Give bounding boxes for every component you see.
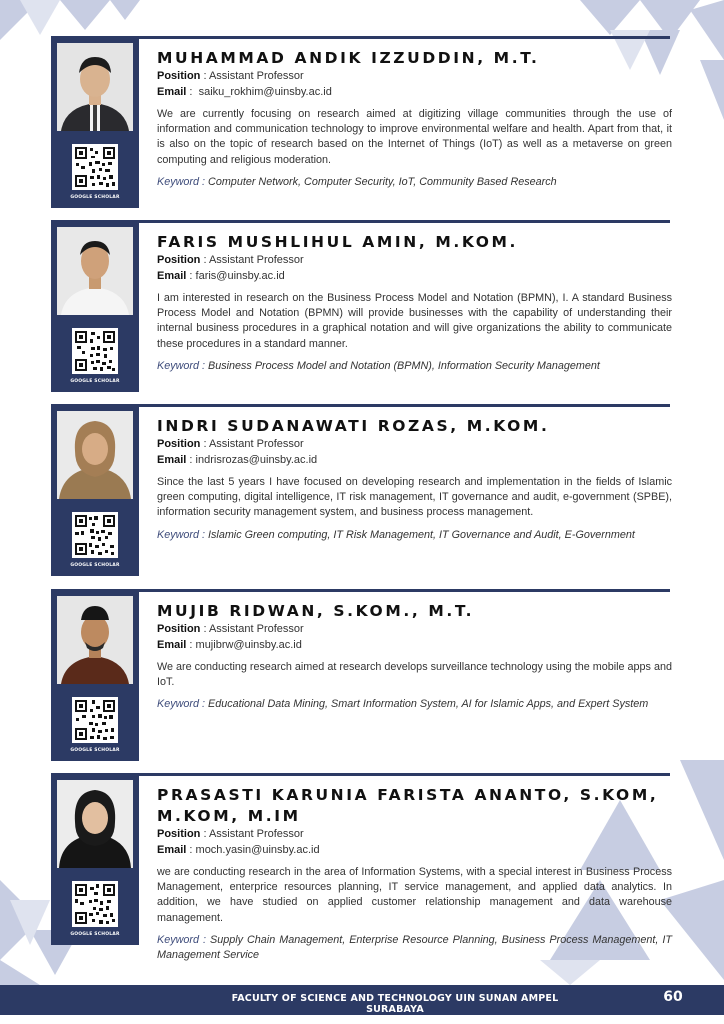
profile-description: I am interested in research on the Business Process Model and Notation (BPMN), I. A standard Business Process Model and Notation (BPMN) will provide businesses with the capability of understanding their internal business procedures in a graphical notation and will give organizations the ability to communicate these procedures in a standard manner. [157,292,672,350]
profile-email: Email : mujibrw@uinsby.ac.id [157,638,302,651]
profile-content [157,232,672,374]
footer-text: FACULTY OF SCIENCE AND TECHNOLOGY UIN SUNAN AMPEL SURABAYA [231,993,559,1015]
profile-keywords: Keyword : Islamic Green computing, IT Risk Management, IT Governance and Audit, E-Government [157,528,635,541]
profile-keywords: Keyword : Business Process Model and Notation (BPMN), Information Security Management [157,359,600,372]
card-top-rule [51,220,670,223]
card-sidebar [51,589,139,761]
card-sidebar [51,773,139,945]
card-sidebar [51,220,139,392]
profile-email: Email : moch.yasin@uinsby.ac.id [157,843,320,856]
profile-position: Position : Assistant Professor [157,70,304,82]
profile-photo [57,227,133,315]
page-number: 60 [663,989,683,1005]
google-scholar-label: GOOGLE SCHOLAR [70,195,120,200]
card-top-rule [51,773,670,776]
profile-card [51,220,670,395]
profile-email: Email : indrisrozas@uinsby.ac.id [157,453,318,466]
profile-card [51,773,673,973]
profile-description: We are currently focusing on research aimed at digitizing village communities through the use of information and communication technology to improve environmental welfare and health. Apart from that, it is also on the topic of research based on the Internet of Things (IoT) as well as a metaverse on green computing and religious moderation. [157,108,672,166]
google-scholar-qr-code [72,328,118,374]
profile-keywords: Keyword : Supply Chain Management, Enterprise Resource Planning, Business Process Management, IT Management Service [157,933,673,962]
profile-content [157,48,672,190]
profile-name: INDRI SUDANAWATI ROZAS, M.KOM. [157,417,550,435]
profile-photo [57,411,133,499]
card-sidebar [51,404,139,576]
profile-keywords: Keyword : Computer Network, Computer Security, IoT, Community Based Research [157,175,557,188]
profile-keywords: Keyword : Educational Data Mining, Smart Information System, AI for Islamic Apps, and Expert System [157,698,649,711]
profile-card [51,404,670,579]
google-scholar-label: GOOGLE SCHOLAR [70,379,120,384]
profile-name: MUHAMMAD ANDIK IZZUDDIN, M.T. [157,49,540,67]
profile-email: Email : faris@uinsby.ac.id [157,269,285,282]
google-scholar-qr-code [72,881,118,927]
profile-description: Since the last 5 years I have focused on developing research and implementation in the fields of Islamic green computing, digital intelligence, IT risk management, IT governance and audit, e-government (SPBE), information security management system, and business process management. [157,476,672,519]
profile-description: we are conducting research in the area of Information Systems, with a special interest in Business Process Management, enterprice resources planning, IT service management, and applied data analytics. In addition, we have studied on applied customer relationship management and data warehouse management. [157,866,672,924]
card-top-rule [51,404,670,407]
google-scholar-qr-code [72,512,118,558]
google-scholar-qr-code [72,144,118,190]
profile-content [157,601,672,713]
profile-position: Position : Assistant Professor [157,828,304,840]
profile-photo [57,780,133,868]
profile-description: We are conducting research aimed at research develops surveillance technology using the mobile apps and IoT. [157,661,672,689]
profile-content [157,416,672,543]
profile-photo [57,43,133,131]
google-scholar-label: GOOGLE SCHOLAR [70,748,120,753]
page-footer [0,985,724,1015]
profile-position: Position : Assistant Professor [157,623,304,635]
profile-position: Position : Assistant Professor [157,438,304,450]
google-scholar-label: GOOGLE SCHOLAR [70,932,120,937]
profile-position: Position : Assistant Professor [157,254,304,266]
profile-name: MUJIB RIDWAN, S.KOM., M.T. [157,602,475,620]
profile-name: FARIS MUSHLIHUL AMIN, M.KOM. [157,233,519,251]
profile-email: Email : saiku_rokhim@uinsby.ac.id [157,85,332,98]
profile-content [157,785,672,963]
card-sidebar [51,36,139,208]
google-scholar-qr-code [72,697,118,743]
card-top-rule [51,36,670,39]
profile-photo [57,596,133,684]
card-top-rule [51,589,670,592]
profile-name: PRASASTI KARUNIA FARISTA ANANTO, S.KOM, M.KOM, M.IM [157,786,659,825]
profile-card [51,36,670,211]
google-scholar-label: GOOGLE SCHOLAR [70,563,120,568]
profile-card [51,589,670,764]
